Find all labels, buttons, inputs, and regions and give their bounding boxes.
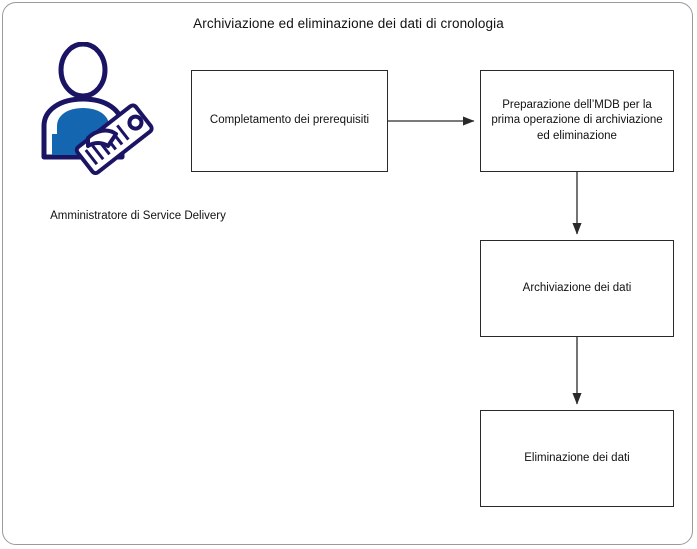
node-label: Eliminazione dei dati	[524, 451, 630, 464]
actor-label: Amministratore di Service Delivery	[50, 210, 226, 222]
node-label: Preparazione dell’MDB per la prima operazione di archiviazione ed eliminazione	[491, 98, 663, 142]
node-archiviazione-dati[interactable]	[480, 240, 674, 337]
user-with-badge-icon	[30, 42, 190, 187]
node-completamento-prerequisiti[interactable]	[191, 70, 388, 172]
node-preparazione-mdb[interactable]	[480, 70, 674, 172]
diagram-title: Archiviazione ed eliminazione dei dati di cronologia	[193, 16, 504, 31]
node-eliminazione-dati[interactable]	[480, 410, 674, 507]
node-label: Archiviazione dei dati	[522, 281, 632, 294]
node-label: Completamento dei prerequisiti	[209, 114, 370, 127]
